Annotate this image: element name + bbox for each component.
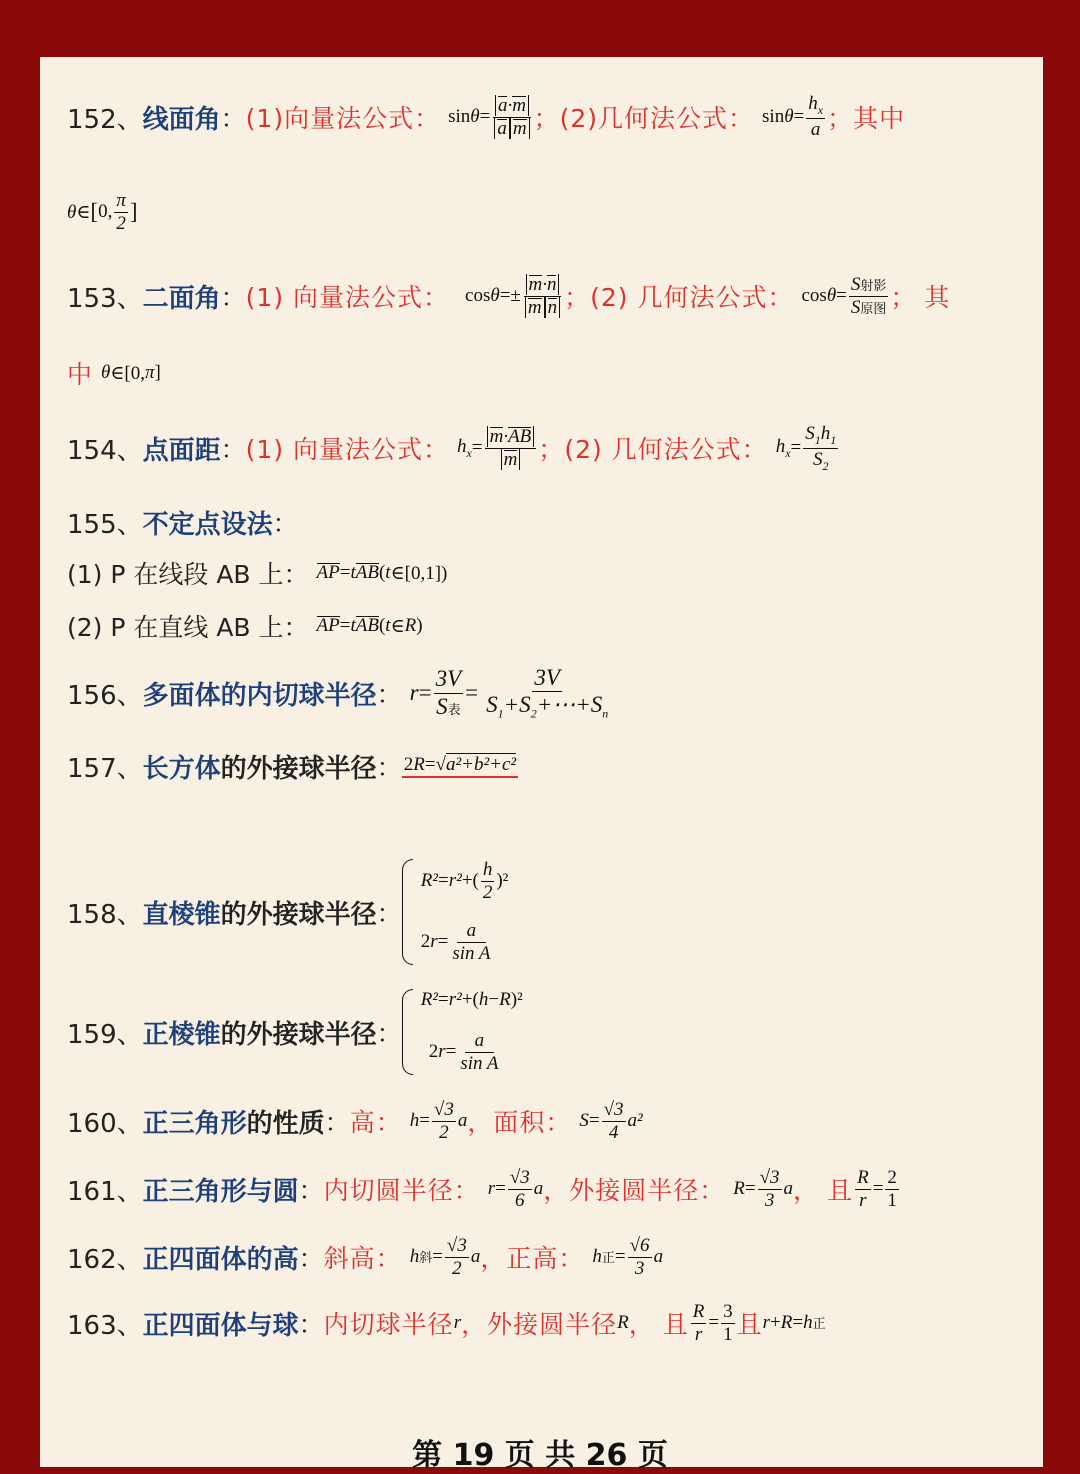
item-153-range: 中 θ ∈[0, π ] [67,356,161,390]
item-number: 163、 [67,1310,143,1341]
note: 中 [67,360,94,389]
item-155 [67,505,298,539]
property-label: 面积： [493,1108,572,1137]
method-label: (2) 几何法公式： [590,283,794,312]
item-title: 不定点设法 [142,509,273,540]
item-number: 161、 [67,1176,143,1207]
formula-vector: $h_x$ [457,435,472,460]
formula: 2R=√a²+b²+c² [402,754,518,778]
colon: ： [220,435,246,464]
item-title: 正三角形与圆 [142,1176,299,1207]
item-162: 162、 正四面体的高 ： 斜高： h斜 = $\frac{√3}{2}$ a ， 正高： h正 = $\frac{√6}{3}$ a [67,1234,664,1279]
colon: ： [376,753,402,782]
item-number: 153、 [67,283,143,314]
colon: ： [220,104,246,133]
item-title-rest: 的外接球半径 [220,899,377,930]
item-title: 直棱锥 [142,899,221,930]
colon: ： [376,1019,402,1048]
item-number: 159、 [67,1019,143,1050]
item-title: 正四面体的高 [142,1244,299,1275]
equation-system: R²=r²+(h−R)² 2r= $\frac{a}{\text{sin A}}$ [402,989,523,1075]
item-title: 线面角 [142,104,221,135]
item-number: 155、 [67,509,143,540]
item-152-range: θ∈ [ 0, $\frac{\pi}{2}$ ] [67,189,138,234]
item-number: 158、 [67,899,143,930]
colon: ： [298,1310,324,1339]
colon: ： [298,1176,324,1205]
item-number: 162、 [67,1244,143,1275]
property-label: 且 [662,1310,689,1339]
item-158 [67,858,508,966]
formula-vector: cosθ=± [465,285,521,306]
item-number: 160、 [67,1108,143,1139]
colon: ： [272,509,298,538]
item-161: 161、 正三角形与圆 ： 内切圆半径： r = $\frac{√3}{6}$ a ， 外接圆半径： R = $\frac{√3}{3}$ a ， 且 $\frac{R}{r}$ = $\frac{2}{1}$ [67,1166,897,1211]
colon: ： [376,899,402,928]
method-label: (2) 几何法公式： [564,435,768,464]
item-155-segment: (1) P 在线段 AB 上： AP = tAB ( t ∈[0,1]) [67,555,447,591]
item-title: 正棱锥 [142,1019,221,1050]
property-label: 斜高： [323,1244,402,1273]
colon: ： [220,283,246,312]
item-153: 153、 二面角 ： (1) 向量法公式： cosθ=± $\frac{m\cdot n}{\text{m n}}$ ； (2) 几何法公式： cosθ= $\frac{\text{S射影}}{\text{S原图}}$ ； 其 [67,273,951,318]
fraction: $\frac{h_x}{a}$ [808,93,824,140]
item-156: 156、 多面体的内切球半径 ： r = $\frac{3V}{\text{S表}}$ = $\frac{3V}{S_1+S_2+\cdots+S_n}$ [67,664,609,721]
page-footer: 第 19 页 共 26 页 [412,1438,668,1473]
item-title-rest: 的外接球半径 [220,753,377,784]
item-title: 正四面体与球 [142,1310,299,1341]
note: 其 [924,283,951,312]
property-label: 且 [827,1176,854,1205]
equation-system: R²=r²+( $\frac{h}{2}$ )² 2r= $\frac{a}{\text{sin A}}$ [402,859,509,965]
formula-geometry: cosθ= [801,285,847,306]
item-title: 点面距 [142,435,221,466]
colon: ： [376,680,402,709]
method-label: (2)几何法公式： [559,104,755,133]
item-title: 正三角形 [142,1108,247,1139]
item-157 [67,748,518,784]
colon: ： [298,1244,324,1273]
method-label: (1) 向量法公式： [245,283,450,312]
item-title: 多面体的内切球半径 [142,680,377,711]
property-label: 内切圆半径： [323,1176,480,1205]
formula-vector: sinθ= [448,106,491,127]
item-152: 152、 线面角 ： (1)向量法公式： sinθ= $\frac{a\cdot m}{\text{a m}}$ ； (2)几何法公式： sinθ= $\frac{h_x}{a}$ ； 其中 [67,93,906,140]
property-label: 外接圆半径 [487,1310,618,1339]
item-title: 长方体 [142,753,221,784]
formula: r [409,680,419,705]
item-number: 156、 [67,680,143,711]
range-value: 0, [98,201,113,222]
item-number: 152、 [67,104,143,135]
property-label: 外接圆半径： [569,1176,726,1205]
property-label: 内切球半径 [323,1310,454,1339]
colon: ： [324,1108,350,1137]
property-label: 高： [349,1108,402,1137]
property-label: 正高： [506,1244,585,1273]
fraction: $\frac{a\cdot m}{\text{a m}}$ [492,95,531,140]
item-title: 二面角 [142,283,221,314]
item-number: 157、 [67,753,143,784]
property-label: 且 [736,1310,763,1339]
method-label: (1) 向量法公式： [245,435,450,464]
item-title-rest: 的性质 [246,1108,325,1139]
formula-geometry: sinθ= [762,106,805,127]
range-label: θ∈ [67,201,91,223]
method-label: (1)向量法公式： [245,104,441,133]
item-number: 154、 [67,435,143,466]
case-label: (1) P 在线段 AB 上： [67,560,309,589]
item-155-line: (2) P 在直线 AB 上： AP = tAB ( t ∈ R ) [67,608,423,644]
item-163: 163、 正四面体与球 ： 内切球半径 r ， 外接圆半径 R ， 且 $\frac{R}{r}$ = $\frac{3}{1}$ 且 r + R = h正 [67,1300,826,1345]
item-title-rest: 的外接球半径 [220,1019,377,1050]
range-bracket: [ [90,199,99,224]
case-label: (2) P 在直线 AB 上： [67,613,309,642]
item-159 [67,988,523,1076]
note: 其中 [853,104,906,133]
item-154: 154、 点面距 ： (1) 向量法公式： $h_x$ = $\frac{m\cdot AB}{m}$ ； (2) 几何法公式： $h_x$ = $\frac{S_1h_1}{S_2}$ [67,422,837,473]
formula-geometry: $h_x$ [775,435,791,460]
item-160: 160、 正三角形 的性质 ： 高： h = $\frac{√3}{2}$ a ， 面积： S = $\frac{√3}{4}$ a² [67,1098,643,1143]
